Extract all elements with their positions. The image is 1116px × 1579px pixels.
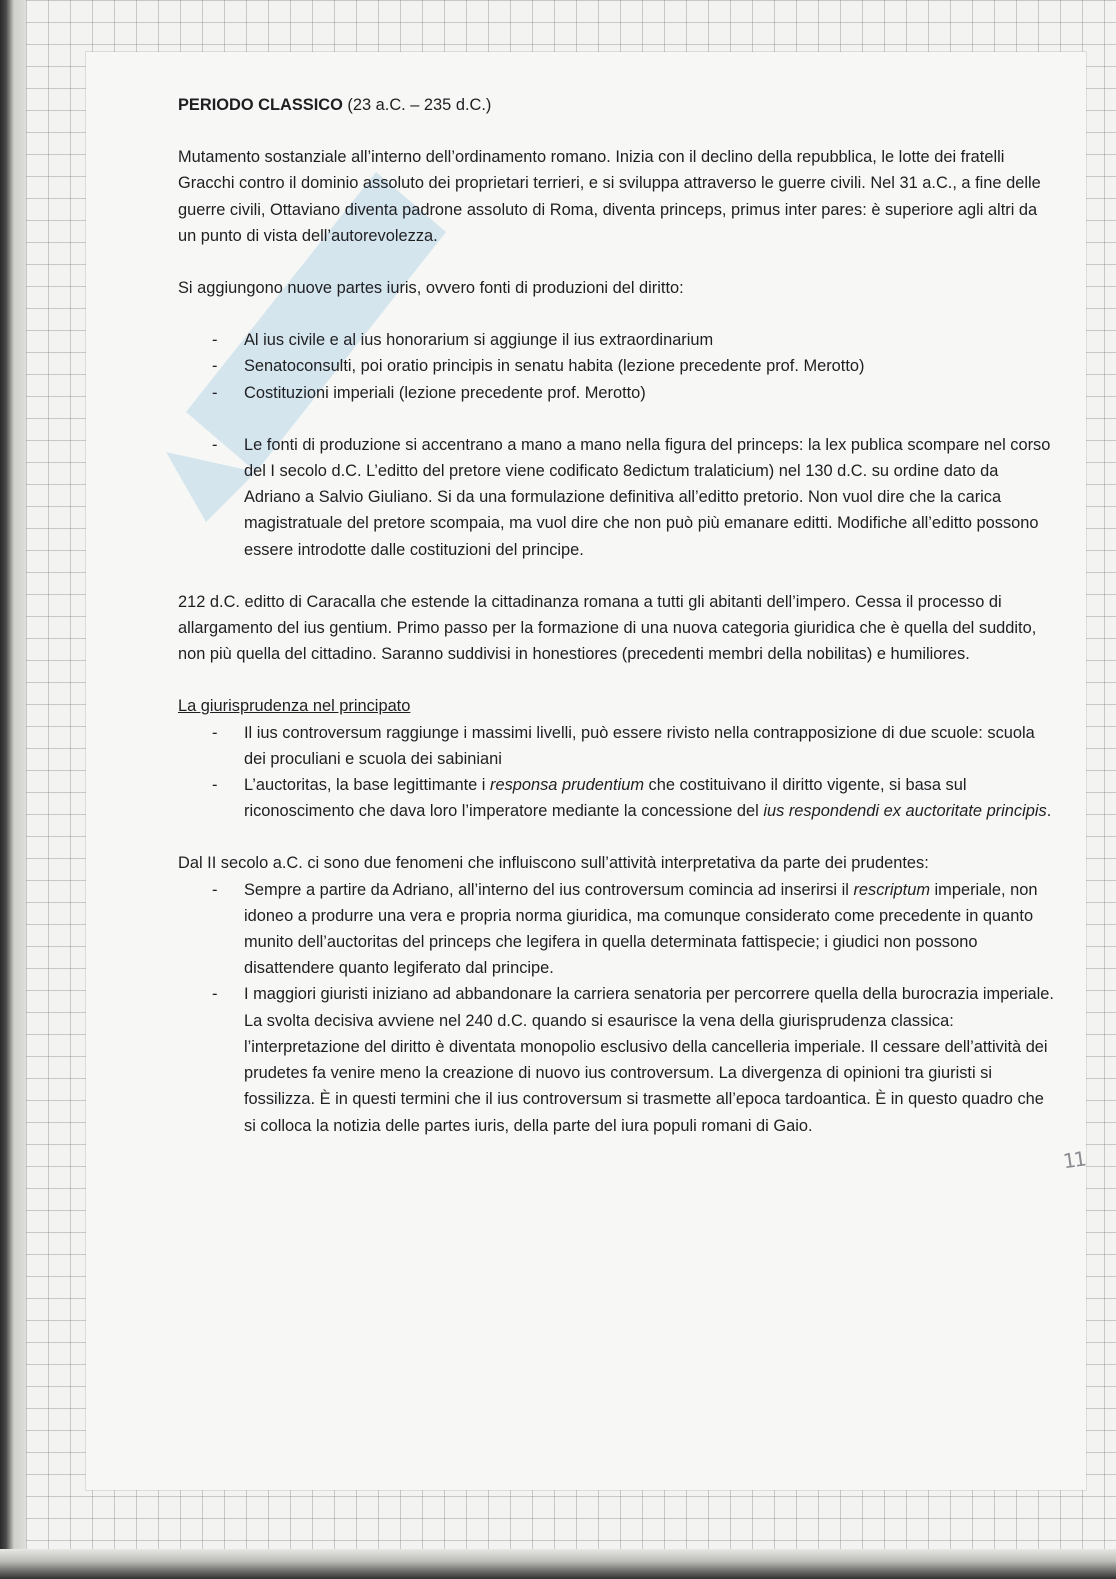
list-fonti (178, 327, 1058, 563)
paragraph-caracalla: 212 d.C. editto di Caracalla che estende la cittadinanza romana a tutti gli abitanti dell’impero. Cessa il processo di allargamento del ius gentium. Primo passo per la formazione di una nuova categoria giuridica che è quella del suddito, non più quella del cittadino. Saranno suddivisi in honestiores (precedenti membri della nobilitas) e humiliores. (178, 592, 1037, 664)
italic-term: ius respondendi ex auctoritate principis (763, 802, 1047, 821)
bullet-dash: - (212, 357, 218, 376)
list-item-text: Costituzioni imperiali (lezione precedente prof. Merotto) (244, 383, 646, 402)
list-giurisprudenza (178, 720, 1058, 825)
scan-shadow-bottom (0, 1549, 1116, 1579)
section-title (178, 92, 1058, 118)
list-item (178, 327, 1058, 353)
bullet-dash: - (212, 331, 218, 350)
document-body (178, 92, 1058, 1139)
list-item-text: Il ius controversum raggiunge i massimi livelli, può essere rivisto nella contrapposizione di due scuole: scuola dei proculiani e scuola dei sabiniani (244, 723, 1035, 768)
list-item-text (244, 776, 1051, 820)
list-item-text: Le fonti di produzione si accentrano a mano a mano nella figura del princeps: la lex publica scompare nel corso del I secolo d.C. L’editto del pretore viene codificato 8edictum tralaticium) nel 130 d.C. su ordine dato da Adriano a Salvio Giuliano. Si da una formulazione definitiva all’editto pretorio. Non vuol dire che la carica magistratuale del pretore scompaia, ma vuol dire che non può più emanare editti. Modifiche all’editto possono essere introdotte dalle costituzioni del principe. (244, 435, 1051, 559)
printed-page (86, 52, 1086, 1490)
list-fenomeni (178, 877, 1058, 1139)
paragraph-partes-iuris: Si aggiungono nuove partes iuris, ovvero fonti di produzioni del diritto: (178, 279, 684, 298)
notebook-sheet (26, 0, 1116, 1552)
list-item (178, 981, 1058, 1138)
bullet-dash: - (212, 723, 218, 742)
bullet-dash: - (212, 383, 218, 402)
subheading-giurisprudenza: La giurisprudenza nel principato (178, 697, 411, 716)
list-item (178, 772, 1058, 824)
text-run: Sempre a partire da Adriano, all’interno del ius controversum comincia ad inserirsi il (244, 880, 854, 899)
text-run: che costituivano il diritto vigente, si basa sul riconoscimento che dava loro l’imperatore mediante la concessione del (244, 776, 967, 821)
section-title-dates: (23 a.C. – 235 d.C.) (347, 96, 492, 114)
text-run: L’auctoritas, la base legittimante i (244, 776, 490, 795)
list-item-text: I maggiori giuristi iniziano ad abbandonare la carriera senatoria per percorrere quella della burocrazia imperiale. La svolta decisiva avviene nel 240 d.C. quando si esaurisce la vena della giurisprudenza classica: l’interpretazione del diritto è diventata monopolio esclusivo della cancelleria imperiale. Il cessare dell’attività dei prudetes fa venire meno la creazione di nuovo ius controversum. La divergenza di opinioni tra giuristi si fossilizza. È in questi termini che il ius controversum si trasmette all’epoca tardoantica. È in questo quadro che si colloca la notizia delle partes iuris, della parte del iura populi romani di Gaio. (244, 985, 1054, 1135)
paragraph-intro: Mutamento sostanziale all’interno dell’ordinamento romano. Inizia con il declino della repubblica, le lotte dei fratelli Gracchi contro il dominio assoluto dei proprietari terrieri, e si sviluppa attraverso le guerre civili. Nel 31 a.C., a fine delle guerre civili, Ottaviano diventa padrone assoluto di Roma, diventa princeps, primus inter pares: è superiore agli altri da un punto di vista dell’autorevolezza. (178, 148, 1041, 245)
italic-term: rescriptum (853, 880, 930, 899)
bullet-dash: - (212, 880, 218, 899)
list-item-text (244, 881, 1038, 978)
list-item (178, 877, 1058, 982)
section-title-main: PERIODO CLASSICO (178, 96, 343, 114)
list-item-text: Al ius civile e al ius honorarium si aggiunge il ius extraordinarium (244, 331, 714, 350)
text-run: imperiale, non idoneo a produrre una vera e propria norma giuridica, ma comunque considerato come precedente in quanto munito dell’auctoritas del princeps che legifera in quella determinata fattispecie; i giudici non possono disattendere quanto legiferato dal principe. (244, 880, 1038, 978)
bullet-dash: - (212, 985, 218, 1004)
paragraph-secolo: Dal II secolo a.C. ci sono due fenomeni che influiscono sull’attività interpretativa da parte dei prudentes: (178, 854, 929, 873)
bullet-dash: - (212, 435, 218, 454)
list-item (178, 380, 1058, 406)
list-item (178, 720, 1058, 772)
text-run: . (1046, 802, 1052, 821)
bullet-dash: - (212, 776, 218, 795)
list-item (178, 353, 1058, 379)
list-item (178, 432, 1058, 563)
list-item-text: Senatoconsulti, poi oratio principis in senatu habita (lezione precedente prof. Merotto) (244, 357, 865, 376)
italic-term: responsa prudentium (490, 776, 644, 795)
handwritten-page-number: 11 (1061, 1146, 1087, 1174)
